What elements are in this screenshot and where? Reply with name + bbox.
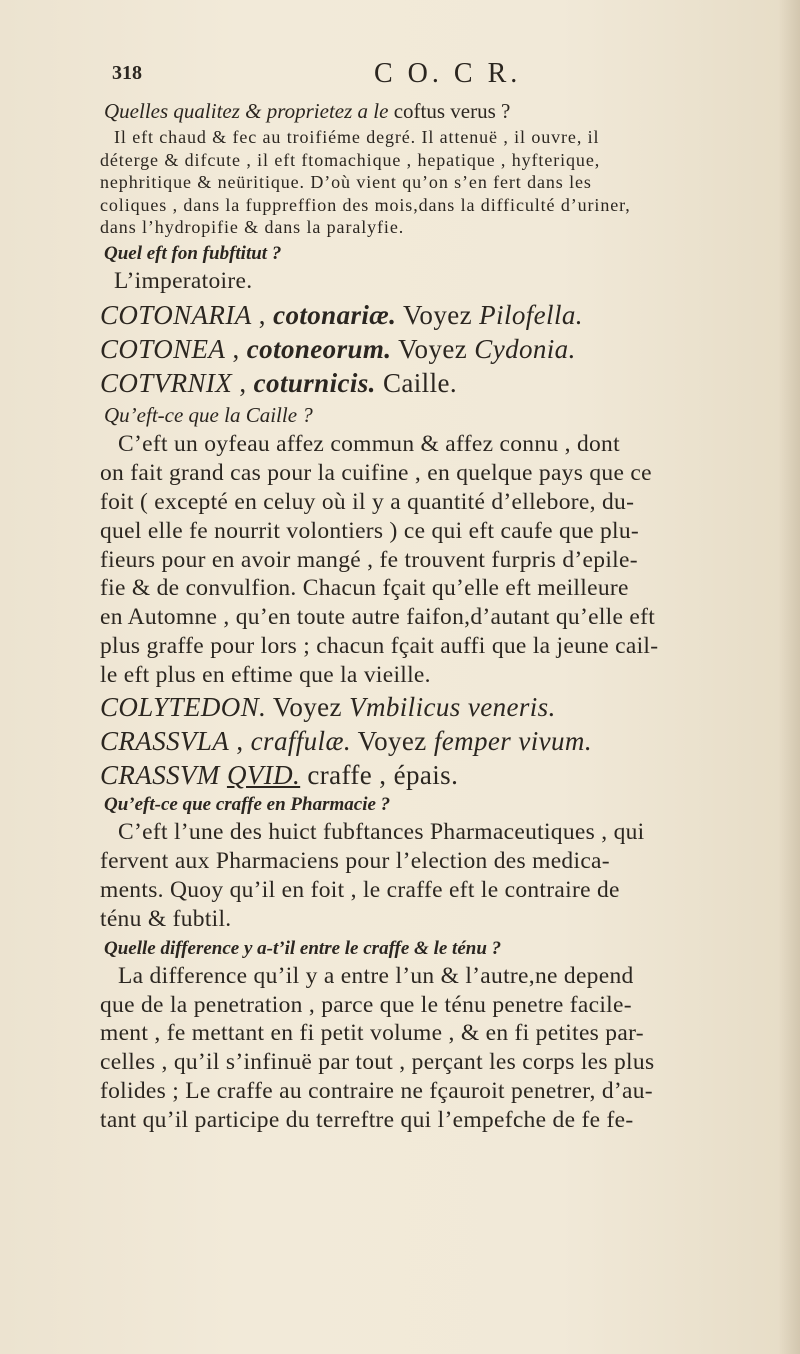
page-header bbox=[112, 58, 672, 92]
entry-qualifier: QVID. bbox=[226, 760, 301, 791]
question-heading: Qu’eft-ce que la Caille ? bbox=[104, 402, 313, 427]
entry-reference: femper vivum. bbox=[433, 726, 592, 757]
entry-genitive: craffulæ. bbox=[250, 726, 352, 757]
page-edge-shadow bbox=[778, 0, 800, 1354]
text-line: C’eft un oyfeau affez commun & affez connu , dont bbox=[118, 430, 620, 457]
dictionary-entry: COTVRNIX , coturnicis. Caille. bbox=[100, 367, 458, 398]
text-line: ténu & fubtil. bbox=[100, 905, 232, 932]
text-line: que de la penetration , parce que le ténu penetre facile- bbox=[100, 991, 632, 1018]
dictionary-entry: COTONARIA , cotonariæ. Voyez Pilofella. bbox=[100, 299, 583, 330]
text-line: ment , fe mettant en fi petit volume , & en fi petites par- bbox=[100, 1020, 644, 1047]
question-heading: Quel eft fon fubftitut ? bbox=[104, 242, 282, 264]
entry-reference: Cydonia. bbox=[474, 333, 576, 364]
entry-gloss: craffe , épais. bbox=[300, 760, 459, 791]
text-line: C’eft l’une des huict fubftances Pharmaceutiques , qui bbox=[118, 819, 645, 846]
page-body bbox=[100, 96, 768, 1135]
question-roman: coftus verus ? bbox=[388, 99, 511, 123]
entry-genitive: cotonariæ. bbox=[273, 299, 397, 330]
entry-genitive: coturnicis. bbox=[253, 367, 376, 398]
text-line: coliques , dans la fuppreffion des mois,dans la difficulté d’uriner, bbox=[100, 194, 631, 215]
entry-term: COTONARIA bbox=[100, 299, 252, 330]
question-italic: Quelles qualitez & proprietez a le bbox=[104, 99, 389, 123]
dictionary-entry: COTONEA , cotoneorum. Voyez Cydonia. bbox=[100, 333, 576, 364]
text-line: en Automne , qu’en toute autre faifon,d’autant qu’elle eft bbox=[100, 604, 656, 631]
text-line: fervent aux Pharmaciens pour l’election des medica- bbox=[100, 847, 610, 874]
text-line: ments. Quoy qu’il en foit , le craffe eft le contraire de bbox=[100, 876, 620, 903]
text-line: L’imperatoire. bbox=[114, 267, 253, 294]
dictionary-entry: COLYTEDON. Voyez Vmbilicus veneris. bbox=[100, 692, 556, 723]
entry-reference: Caille. bbox=[382, 367, 458, 398]
question-heading: Qu’eft-ce que craffe en Pharmacie ? bbox=[104, 794, 391, 816]
text-line: dans l’hydropifie & dans la paralyfie. bbox=[100, 217, 405, 238]
text-line: on fait grand cas pour la cuifine , en quelque pays que ce bbox=[100, 459, 652, 486]
entry-genitive: cotoneorum. bbox=[246, 333, 392, 364]
dictionary-entry: CRASSVLA , craffulæ. Voyez femper vivum. bbox=[100, 726, 592, 757]
text-line: celles , qu’il s’infinuë par tout , perçant les corps les plus bbox=[100, 1049, 655, 1076]
text-line: Il eft chaud & fec au troifiéme degré. Il attenuë , il ouvre, il bbox=[114, 127, 600, 147]
text-line: quel elle fe nourrit volontiers ) ce qui eft caufe que plu- bbox=[100, 517, 640, 544]
text-line: le eft plus en eftime que la vieille. bbox=[100, 662, 431, 689]
page-number: 318 bbox=[112, 62, 142, 84]
text-line: déterge & difcute , il eft ftomachique , hepatique , hyfterique, bbox=[100, 149, 601, 170]
question-heading bbox=[100, 96, 768, 126]
question-heading: Quelle difference y a-t’il entre le craffe & le ténu ? bbox=[104, 937, 502, 959]
text-line: fieurs pour en avoir mangé , fe trouvent furpris d’epile- bbox=[100, 546, 638, 573]
text-line: La difference qu’il y a entre l’un & l’autre,ne depend bbox=[118, 962, 634, 989]
text-line: folides ; Le craffe au contraire ne fçauroit penetrer, d’au- bbox=[100, 1078, 653, 1105]
text-line: fie & de convulfion. Chacun fçait qu’elle eft meilleure bbox=[100, 575, 629, 602]
text-line: plus graffe pour lors ; chacun fçait auffi que la jeune cail- bbox=[100, 633, 659, 660]
text-line: nephritique & neüritique. D’où vient qu’on s’en fert dans les bbox=[100, 172, 592, 193]
entry-reference: Vmbilicus veneris. bbox=[349, 692, 556, 723]
entry-term: CRASSVLA bbox=[100, 726, 230, 757]
entry-term: COTONEA bbox=[100, 333, 226, 364]
text-line: tant qu’il participe du terreftre qui l’empefche de fe fe- bbox=[100, 1107, 634, 1134]
running-head: C O. C R. bbox=[374, 58, 522, 89]
dictionary-entry bbox=[100, 758, 768, 792]
entry-term: CRASSVM bbox=[100, 760, 220, 791]
text-line: foit ( excepté en celuy où il y a quantité d’ellebore, du- bbox=[100, 488, 635, 515]
entry-reference: Pilofella. bbox=[479, 299, 583, 330]
entry-term: COTVRNIX bbox=[100, 367, 233, 398]
entry-term: COLYTEDON. bbox=[100, 692, 267, 723]
